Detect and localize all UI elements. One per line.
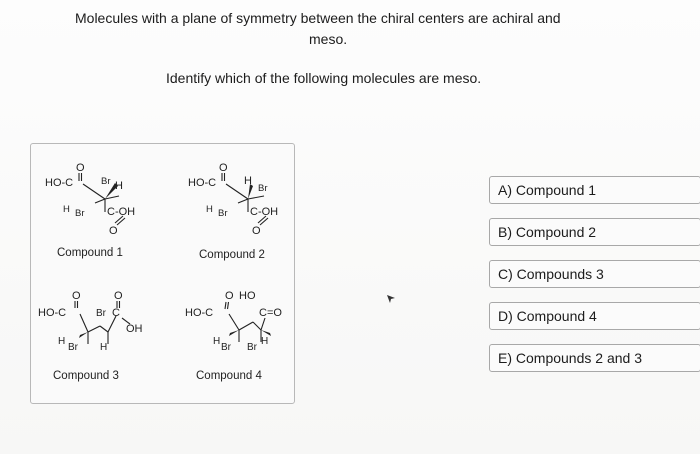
c1-br-top: Br [101, 176, 111, 187]
c1-h-top: H [115, 180, 123, 192]
c1-bottom-oxygen: O [109, 225, 118, 237]
c3-oxygen-right: O [114, 290, 123, 302]
molecule-figure-panel [30, 143, 295, 404]
mouse-cursor-icon [387, 292, 397, 310]
question-text-line2: meso. [309, 31, 348, 47]
compound-1-caption: Compound 1 [57, 247, 123, 259]
option-c[interactable] [489, 260, 700, 288]
c4-c-eq-o: C=O [259, 307, 282, 319]
c1-h-bottom: H [63, 204, 70, 215]
c1-br-bottom: Br [75, 208, 85, 219]
question-text-line1: Molecules with a plane of symmetry between the chiral centers are achiral and [75, 10, 561, 26]
compound-4-structure [181, 286, 301, 366]
option-b-label: B) Compound 2 [498, 224, 597, 240]
c1-top-oxygen: O [76, 162, 85, 174]
compound-4-caption: Compound 4 [196, 370, 262, 382]
c1-ho-label: HO-C [45, 177, 74, 189]
option-d-label: D) Compound 4 [498, 308, 597, 324]
c4-h-right: H [261, 336, 269, 347]
c3-oxygen-left: O [72, 290, 81, 302]
c4-ho-top: HO [239, 290, 256, 302]
c2-c-oh: C-OH [250, 206, 279, 218]
c3-c-label: C [112, 307, 120, 319]
option-c-label: C) Compounds 3 [498, 266, 604, 282]
c2-h-bottom: H [206, 204, 213, 215]
c4-br-right: Br [247, 342, 257, 353]
c2-bottom-oxygen: O [252, 225, 261, 237]
compound-2-caption: Compound 2 [199, 249, 265, 261]
question-prompt: Identify which of the following molecules are meso. [166, 70, 482, 86]
c4-oxygen-top: O [225, 290, 234, 302]
option-d[interactable] [489, 302, 700, 330]
c2-br-top: Br [258, 183, 268, 194]
option-e[interactable] [489, 344, 700, 372]
c3-ho-label: HO-C [38, 307, 67, 319]
c2-br-bottom: Br [218, 208, 228, 219]
c2-h-top: H [244, 175, 252, 187]
c3-br-bottom: Br [68, 342, 78, 353]
compound-2-structure [186, 158, 296, 243]
c3-oh-label: OH [126, 323, 143, 335]
c3-h-right: H [100, 342, 108, 353]
option-e-label: E) Compounds 2 and 3 [498, 350, 642, 366]
compound-3-structure [36, 286, 156, 366]
c1-c-oh: C-OH [107, 206, 136, 218]
c3-br-label: Br [96, 308, 106, 319]
option-b[interactable] [489, 218, 700, 246]
compound-1-structure [43, 158, 153, 243]
c4-ho-left: HO-C [185, 307, 214, 319]
c3-h-left: H [58, 336, 66, 347]
c4-br-left: Br [221, 342, 231, 353]
option-a[interactable] [489, 176, 700, 204]
c2-top-oxygen: O [219, 162, 228, 174]
option-a-label: A) Compound 1 [498, 182, 597, 198]
c4-h-left: H [213, 336, 221, 347]
compound-3-caption: Compound 3 [53, 370, 119, 382]
c2-ho-label: HO-C [188, 177, 217, 189]
